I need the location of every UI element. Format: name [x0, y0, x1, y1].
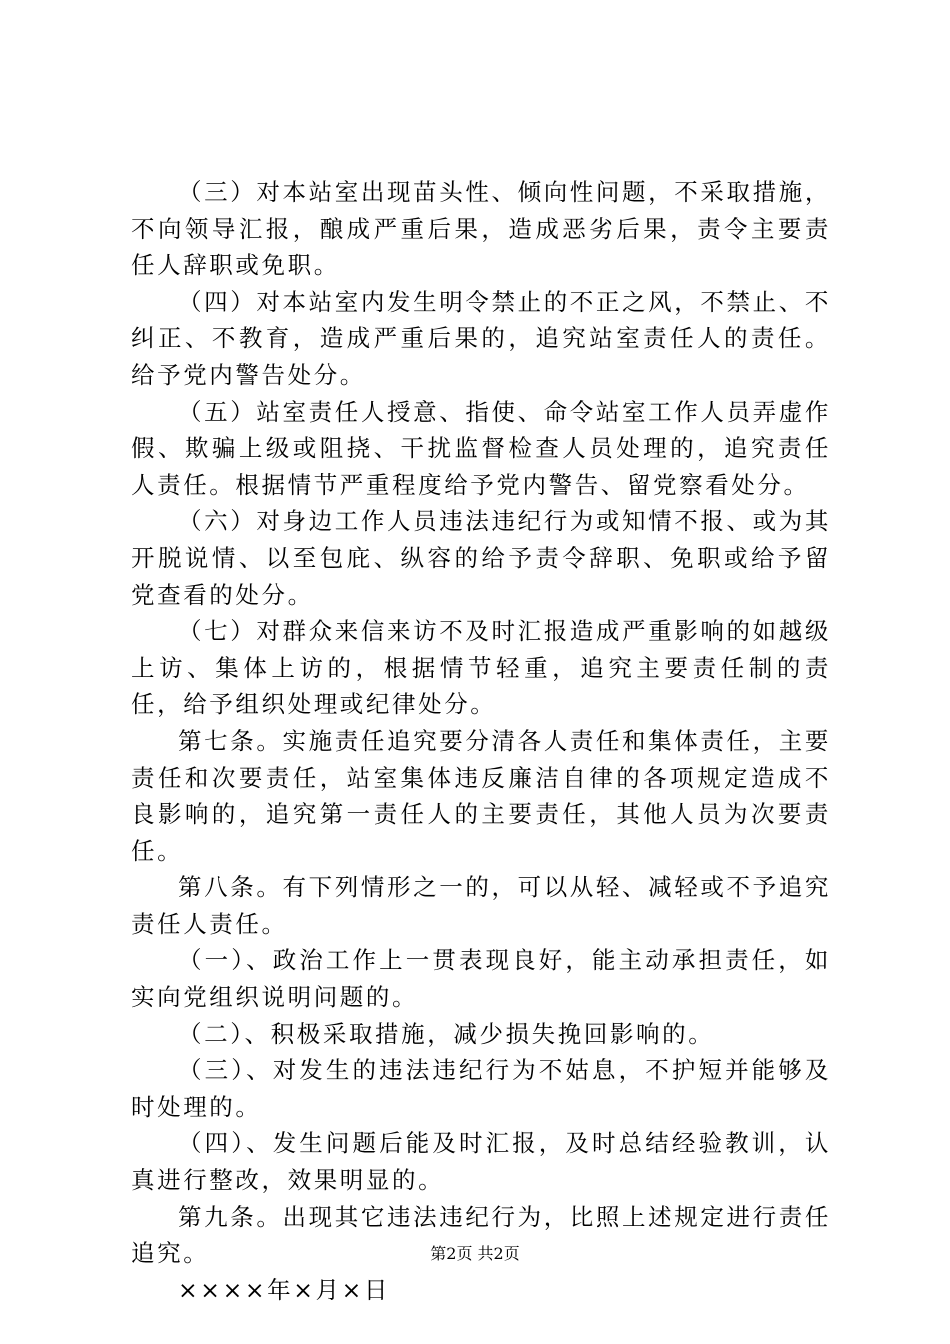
document-date: ××××年×月×日 [178, 1275, 391, 1304]
mitigation-item-1: （一）、政治工作上一贯表现良好，能主动承担责任，如实向党组织说明问题的。 [131, 946, 831, 1012]
paragraph-item-7: （七）对群众来信来访不及时汇报造成严重影响的如越级上访、集体上访的，根据情节轻重，追究主要责任制的责任，给予组织处理或纪律处分。 [131, 617, 831, 719]
document-body [131, 174, 831, 1308]
mitigation-item-3: （三）、对发生的违法违纪行为不姑息，不护短并能够及时处理的。 [131, 1056, 831, 1121]
paragraph-item-4: （四）对本站室内发生明令禁止的不正之风，不禁止、不纠正、不教育，造成严重后果的，追究站室责任人的责任。给予党内警告处分。 [131, 287, 831, 389]
paragraph-item-5: （五）站室责任人授意、指使、命令站室工作人员弄虚作假、欺骗上级或阻挠、干扰监督检查人员处理的，追究责任人责任。根据情节严重程度给予党内警告、留党察看处分。 [131, 397, 831, 499]
article-9: 第九条。出现其它违法违纪行为，比照上述规定进行责任追究。 [131, 1202, 831, 1268]
article-7: 第七条。实施责任追究要分清各人责任和集体责任，主要责任和次要责任，站室集体违反廉洁自律的各项规定造成不良影响的，追究第一责任人的主要责任，其他人员为次要责任。 [131, 726, 831, 865]
paragraph-item-6: （六）对身边工作人员违法违纪行为或知情不报、或为其开脱说情、以至包庇、纵容的给予责令辞职、免职或给予留党查看的处分。 [131, 507, 831, 609]
article-8: 第八条。有下列情形之一的，可以从轻、减轻或不予追究责任人责任。 [131, 873, 831, 938]
mitigation-item-2: （二）、积极采取措施，减少损失挽回影响的。 [178, 1019, 715, 1048]
mitigation-item-4: （四）、发生问题后能及时汇报，及时总结经验教训，认真进行整改，效果明显的。 [131, 1129, 831, 1195]
page-number-footer: 第2页 共2页 [430, 1244, 520, 1263]
paragraph-item-3: （三）对本站室出现苗头性、倾向性问题，不采取措施，不向领导汇报，酿成严重后果，造成恶劣后果，责令主要责任人辞职或免职。 [131, 178, 831, 280]
